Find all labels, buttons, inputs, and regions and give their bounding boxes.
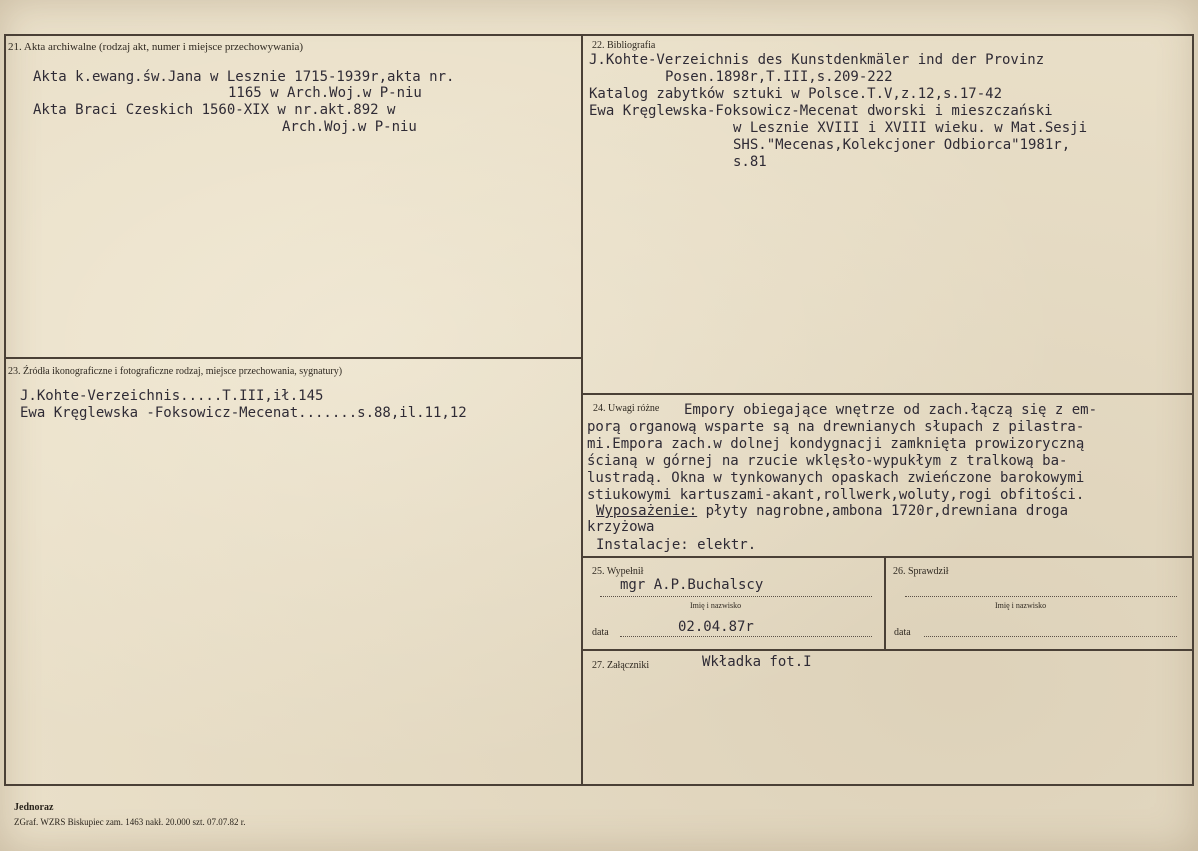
signature-divider-rule (884, 556, 886, 650)
field-24-line-4: ścianą w górnej na rzucie wklęsło-wypukłym z tralkową ba- (587, 453, 1068, 469)
signature-top-rule (581, 556, 1192, 558)
top-rule (4, 34, 1194, 36)
field-21-line-4: Arch.Woj.w P-niu (282, 119, 417, 135)
right-rule (1192, 34, 1194, 786)
field-22-line-7: s.81 (733, 154, 767, 170)
field-24-installations: Instalacje: elektr. (596, 537, 757, 553)
field-22-line-1: J.Kohte-Verzeichnis des Kunstdenkmäler ind der Provinz (589, 52, 1045, 68)
field-25-label: 25. Wypełnił (592, 566, 644, 577)
field-24-line-3: mi.Empora zach.w dolnej kondygnacji zamknięta prowizoryczną (587, 436, 1085, 452)
field-22-line-6: SHS."Mecenas,Kolekcjoner Odbiorca"1981r, (733, 137, 1071, 153)
equipment-label: Wyposażenie: (596, 503, 698, 519)
field-21-line-3: Akta Braci Czeskich 1560-XIX w nr.akt.892 w (33, 102, 396, 118)
field-26-name-caption: Imię i nazwisko (995, 601, 1047, 610)
field-27-label: 27. Załączniki (592, 660, 650, 671)
field-26-name-line (905, 596, 1177, 597)
field-23-label: 23. Źródła ikonograficzne i fotograficzne rodzaj, miejsce przechowania, sygnatury) (8, 366, 343, 377)
field-25-name: mgr A.P.Buchalscy (620, 577, 764, 593)
field-26-date-label: data (894, 627, 911, 638)
field-24-equipment-line (596, 503, 1068, 520)
field-22-line-2: Posen.1898r,T.III,s.209-222 (665, 69, 893, 85)
left-middle-rule (4, 357, 581, 359)
signature-bottom-rule (581, 649, 1192, 651)
bottom-rule (4, 784, 1194, 786)
field-25-name-caption: Imię i nazwisko (690, 601, 742, 610)
field-23-line-1: J.Kohte-Verzeichnis.....T.III,ił.145 (20, 388, 324, 404)
field-25-date: 02.04.87r (678, 619, 754, 635)
field-22-line-3: Katalog zabytków sztuki w Polsce.T.V,z.12,s.17-42 (589, 86, 1003, 102)
right-middle-rule (581, 393, 1192, 395)
field-24-label: 24. Uwagi różne (593, 403, 660, 414)
field-22-line-4: Ewa Kręglewska-Foksowicz-Mecenat dworski i mieszczański (589, 103, 1053, 119)
field-25-date-label: data (592, 627, 609, 638)
footer-line-1 (14, 802, 53, 813)
footer-line-2: ZGraf. WZRS Biskupiec zam. 1463 nakł. 20.000 szt. 07.07.82 r. (14, 817, 246, 827)
field-22-label: 22. Bibliografia (592, 40, 656, 51)
field-26-label: 26. Sprawdził (893, 566, 949, 577)
field-21-line-1: Akta k.ewang.św.Jana w Lesznie 1715-1939r,akta nr. (33, 69, 455, 85)
equipment-text: płyty nagrobne,ambona 1720r,drewniana droga (697, 503, 1069, 519)
left-rule (4, 34, 6, 786)
footer-title: Jednoraz (14, 802, 54, 813)
field-27-value: Wkładka fot.I (702, 654, 812, 670)
field-25-date-line (620, 636, 872, 637)
field-22-line-5: w Lesznie XVIII i XVIII wieku. w Mat.Sesji (733, 120, 1088, 136)
center-vertical-rule (581, 34, 583, 784)
field-21-label: 21. Akta archiwalne (rodzaj akt, numer i miejsce przechowywania) (8, 41, 304, 53)
field-24-line-2: porą organową wsparte są na drewnianych słupach z pilastra- (587, 419, 1085, 435)
field-23-line-2: Ewa Kręglewska -Foksowicz-Mecenat.......s.88,il.11,12 (20, 405, 467, 421)
field-25-name-line (600, 596, 872, 597)
field-24-equipment-cont: krzyżowa (587, 519, 655, 535)
field-21-line-2: 1165 w Arch.Woj.w P-niu (228, 85, 422, 101)
field-24-line-1: Empory obiegające wnętrze od zach.łączą się z em- (684, 402, 1098, 418)
field-24-line-5: lustradą. Okna w tynkowanych opaskach zwieńczone barokowymi (587, 470, 1085, 486)
field-24-line-6: stiukowymi kartuszami-akant,rollwerk,woluty,rogi obfitości. (587, 487, 1085, 503)
field-26-date-line (924, 636, 1177, 637)
